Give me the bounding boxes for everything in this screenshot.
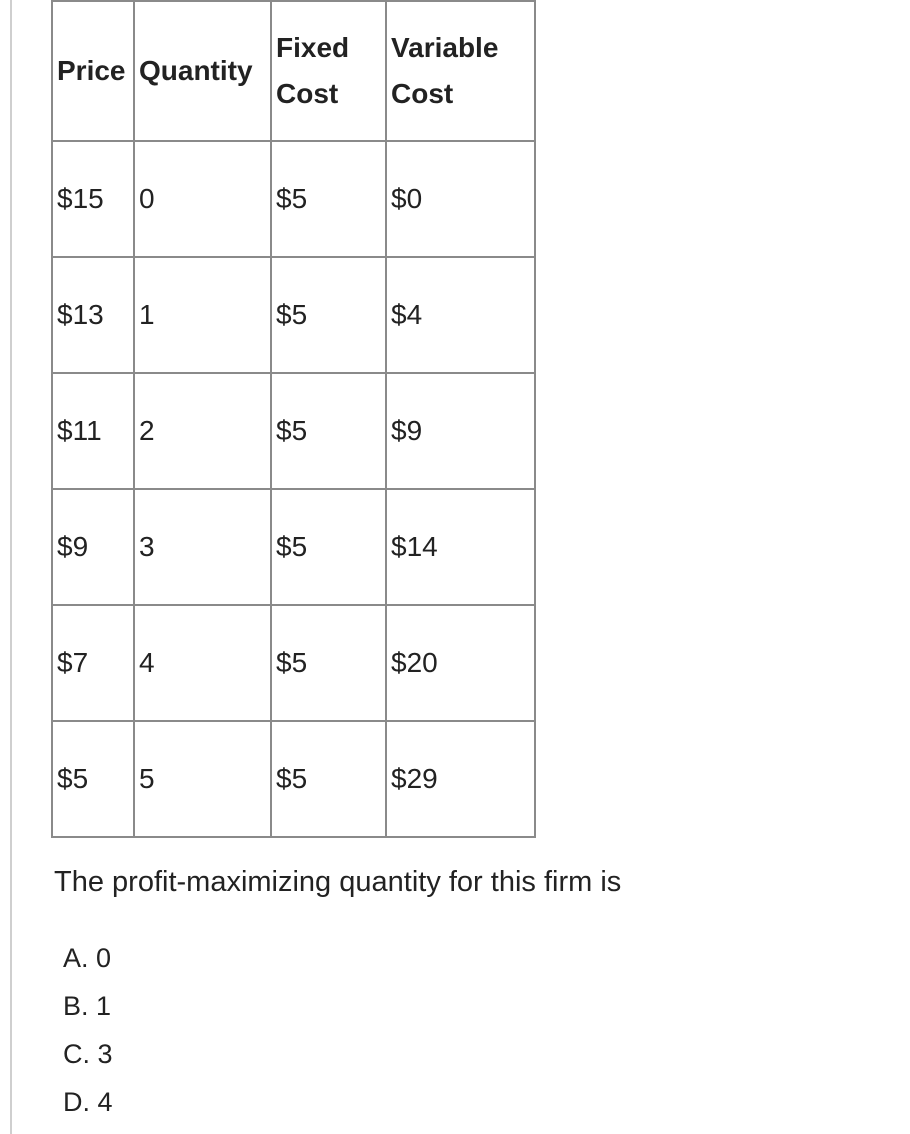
cell-fixed-cost: $5 [271, 257, 386, 373]
table-header [52, 1, 535, 141]
header-fixed-cost-line2: Cost [276, 78, 339, 109]
cell-price: $9 [52, 489, 134, 605]
left-border-rule [10, 0, 12, 1134]
cell-quantity: 0 [134, 141, 271, 257]
cell-variable-cost: $14 [386, 489, 535, 605]
header-price [52, 1, 134, 141]
header-fixed-cost [271, 1, 386, 141]
header-quantity-label: Quantity [139, 55, 253, 86]
cell-quantity: 5 [134, 721, 271, 837]
cell-quantity: 3 [134, 489, 271, 605]
cell-fixed-cost: $5 [271, 721, 386, 837]
cell-price: $7 [52, 605, 134, 721]
header-row [52, 1, 535, 141]
answer-options [63, 938, 113, 1130]
cost-table [51, 0, 536, 838]
cell-price: $13 [52, 257, 134, 373]
option-b[interactable]: B. 1 [63, 991, 112, 1021]
cell-fixed-cost: $5 [271, 605, 386, 721]
header-variable-cost-line1: Variable [391, 32, 499, 63]
cell-variable-cost: $29 [386, 721, 535, 837]
option-d[interactable]: D. 4 [63, 1087, 113, 1117]
table-row [52, 141, 535, 257]
table-body [52, 141, 535, 837]
table-row [52, 489, 535, 605]
cell-variable-cost: $9 [386, 373, 535, 489]
cell-quantity: 1 [134, 257, 271, 373]
option-a[interactable]: A. 0 [63, 943, 112, 973]
question-text: The profit-maximizing quantity for this firm is [54, 866, 622, 898]
cell-fixed-cost: $5 [271, 373, 386, 489]
header-variable-cost-line2: Cost [391, 78, 454, 109]
header-variable-cost [386, 1, 535, 141]
cell-fixed-cost: $5 [271, 141, 386, 257]
cell-variable-cost: $20 [386, 605, 535, 721]
cell-price: $15 [52, 141, 134, 257]
header-price-label: Price [57, 55, 126, 86]
cell-price: $11 [52, 373, 134, 489]
cell-fixed-cost: $5 [271, 489, 386, 605]
table-row [52, 257, 535, 373]
table-row [52, 721, 535, 837]
cell-quantity: 2 [134, 373, 271, 489]
header-quantity [134, 1, 271, 141]
option-c[interactable]: C. 3 [63, 1039, 113, 1069]
table-row [52, 605, 535, 721]
header-fixed-cost-line1: Fixed [276, 32, 350, 63]
cell-price: $5 [52, 721, 134, 837]
cell-quantity: 4 [134, 605, 271, 721]
table-row [52, 373, 535, 489]
cell-variable-cost: $4 [386, 257, 535, 373]
cell-variable-cost: $0 [386, 141, 535, 257]
